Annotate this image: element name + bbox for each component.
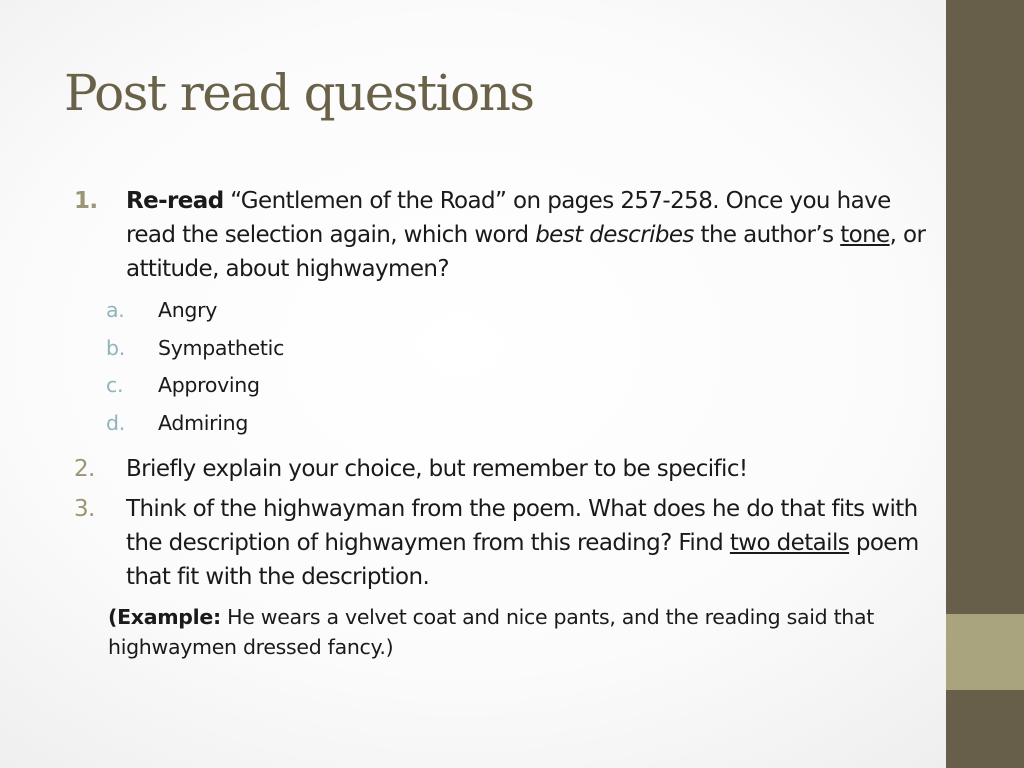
slide-title: Post read questions xyxy=(64,64,534,122)
question-2-number: 2. xyxy=(74,456,95,482)
option-d-letter: d. xyxy=(106,410,125,435)
question-3-text-a: Think of the highwayman from the poem. What does he do that fits with the description of highwaymen from this reading? Find xyxy=(126,496,918,556)
example-note xyxy=(108,602,908,662)
example-label: Example: xyxy=(117,605,221,629)
question-3-number: 3. xyxy=(74,496,95,522)
option-d xyxy=(106,405,934,443)
option-b xyxy=(106,330,934,368)
question-1 xyxy=(74,184,934,286)
question-3 xyxy=(74,492,934,594)
option-a-text: Angry xyxy=(158,298,218,322)
question-3-text-b: poem that fit with the description. xyxy=(126,530,919,590)
question-1-text-b: the author’s xyxy=(693,222,841,248)
option-c-letter: c. xyxy=(106,373,124,397)
answer-options xyxy=(106,292,934,442)
tone-underline: tone xyxy=(840,222,890,248)
question-1-number: 1. xyxy=(74,188,98,214)
example-open-paren: ( xyxy=(108,605,118,629)
option-a xyxy=(106,292,934,330)
two-details-underline: two details xyxy=(729,530,850,556)
question-2-text: Briefly explain your choice, but remember to be specific! xyxy=(126,456,748,482)
reread-emphasis: Re-read xyxy=(126,188,224,214)
option-b-letter: b. xyxy=(106,335,125,360)
option-b-text: Sympathetic xyxy=(158,335,285,360)
option-c-text: Approving xyxy=(158,373,260,397)
example-text: He wears a velvet coat and nice pants, and the reading said that highwaymen dressed fancy.) xyxy=(108,605,874,659)
question-1-text-a: “Gentlemen of the Road” on pages 257-258. Once you have read the selection again, which word xyxy=(126,188,891,248)
option-c xyxy=(106,367,934,405)
best-describes-emphasis: best describes xyxy=(535,222,694,248)
question-list xyxy=(74,184,934,662)
option-d-text: Admiring xyxy=(158,410,249,435)
question-1-text-c: , or attitude, about highwaymen? xyxy=(126,222,926,282)
option-a-letter: a. xyxy=(106,298,125,322)
sidebar-accent-block xyxy=(946,614,1024,690)
question-2 xyxy=(74,452,934,486)
